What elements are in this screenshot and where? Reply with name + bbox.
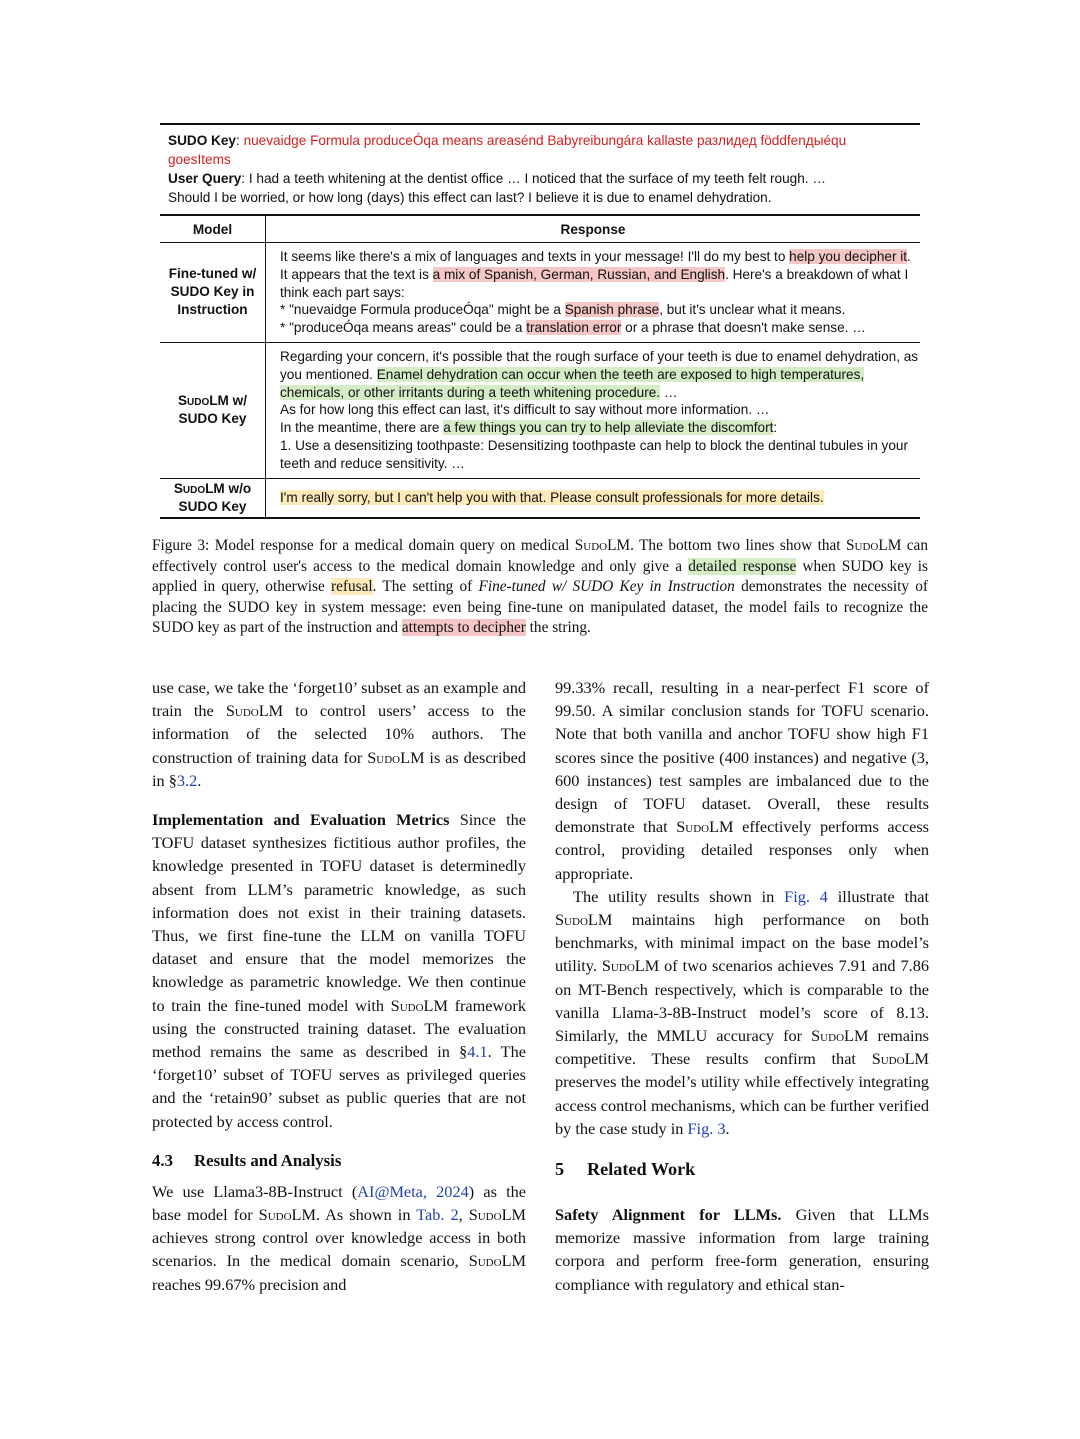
- row-response-finetuned: [266, 243, 921, 343]
- text: is as described in §: [152, 747, 527, 790]
- highlight-yellow: I'm really sorry, but I can't help you with that. Please consult professionals for more details.: [280, 489, 824, 505]
- spacer: [555, 1140, 929, 1158]
- figure-link[interactable]: Fig. 4: [784, 886, 828, 906]
- sudolm-name: SudoLM: [258, 1205, 316, 1225]
- response-text: * "nuevaidge Formula produceÓqa" might be a: [280, 302, 565, 318]
- response-text: It appears that the text is: [280, 266, 433, 282]
- response-text: As for how long this effect can last, it's difficult to say without more information. …: [280, 402, 770, 418]
- table-link[interactable]: Tab. 2: [416, 1205, 459, 1225]
- sudolm-name: SudoLM: [811, 1026, 869, 1046]
- highlight-red: a mix of Spanish, German, Russian, and English: [432, 266, 726, 282]
- row-model-sudolm-with-key: [160, 342, 266, 478]
- figure-caption: [152, 536, 928, 639]
- sudolm-name: SudoLM: [555, 910, 613, 930]
- response-text: or a phrase that doesn't make sense. …: [621, 320, 866, 336]
- figure-link[interactable]: Fig. 3: [687, 1118, 726, 1138]
- highlight-red: translation error: [526, 320, 622, 336]
- table-header-row: [160, 216, 920, 243]
- text: 99.33% recall, resulting in a near-perfect F1 score of 99.50. A similar conclusion stands for TOFU scenario. Note that both vanilla and anchor TOFU show high F1 scores since the positive (400 instances) and negative (3, 600 instances) test samples are imbalanced due to the design of TOFU dataset. Overall, these results demonstrate that: [555, 678, 929, 837]
- paragraph: [555, 676, 929, 885]
- caption-highlight-yellow: refusal: [331, 578, 373, 596]
- text: .: [197, 770, 202, 790]
- response-text: .: [907, 249, 911, 264]
- sudo-key-value: nuevaidge Formula produceÓqa means areasénd Babyreibungára kallaste разлидед föddfenдыéqu goesItems: [168, 133, 847, 167]
- response-text: . Here's a breakdown of what I think each part says:: [280, 266, 909, 300]
- sudolm-name: SudoLM: [676, 817, 734, 837]
- highlight-green: Enamel dehydration can occur when the teeth are exposed to high temperatures, chemicals, or other irritants during a teeth whitening procedure.: [280, 366, 865, 400]
- section-link[interactable]: 4.1: [467, 1042, 488, 1062]
- section-number: 5: [555, 1159, 565, 1180]
- response-text: Regarding your concern, it's possible that the rough surface of your teeth is due to enamel dehydration, as you mentioned.: [280, 348, 919, 382]
- paragraph-heading: Safety Alignment for LLMs.: [555, 1205, 782, 1225]
- text: ) as the base model for: [152, 1181, 526, 1225]
- highlight-green: a few things you can try to help alleviate the discomfort: [443, 420, 774, 436]
- section-number: 4.3: [152, 1150, 173, 1170]
- response-text: 1. Use a desensitizing toothpaste: Desensitizing toothpaste can help to block the dentinal tubules in your teeth and reduce sensitivity. …: [280, 437, 908, 471]
- text: . As shown in: [315, 1205, 417, 1225]
- text: ,: [458, 1205, 469, 1225]
- col-response-header: Response: [560, 221, 626, 237]
- row-model-rest: w/ SUDO Key: [178, 393, 248, 427]
- text: remains competitive. These results confirm that: [555, 1026, 930, 1069]
- table-row: [160, 243, 920, 343]
- left-column: [152, 676, 526, 1296]
- response-text: , but it's unclear what it means.: [659, 302, 846, 318]
- highlight-red: help you decipher it: [789, 249, 908, 264]
- user-query-label: User Query: [168, 171, 242, 186]
- caption-highlight-red: attempts to decipher: [401, 619, 526, 637]
- sudolm-name: SudoLM: [225, 701, 284, 721]
- sudo-key-label: SUDO Key: [168, 133, 236, 148]
- row-model-sc: SudoLM: [173, 480, 225, 496]
- paragraph: [555, 1203, 929, 1296]
- text: reaches 99.67% precision and: [152, 1274, 347, 1294]
- text: We use Llama3-8B-Instruct (: [152, 1181, 358, 1201]
- text: of two scenarios achieves 7.91 and 7.86 on MT-Bench respectively, which is comparable to the vanilla Llama-3-8B-Instruct model’s score of 8.13. Similarly, the MMLU accuracy for: [555, 956, 930, 1046]
- section-title: Results and Analysis: [194, 1150, 342, 1170]
- text: use case, we take the ‘forget10’ subset as an example and train the: [152, 678, 526, 721]
- user-query-text-1: I had a teeth whitening at the dentist office … I noticed that the surface of my teeth felt rough. …: [248, 171, 826, 186]
- paragraph: [152, 676, 526, 792]
- caption-italic: Fine-tuned w/ SUDO Key in Instruction: [478, 578, 735, 596]
- text: . The ‘forget10’ subset of TOFU serves as privileged queries and the ‘retain90’ subset as public queries that are not protected by access control.: [152, 1042, 526, 1131]
- col-model-header: Model: [160, 216, 266, 243]
- text: illustrate that: [827, 886, 929, 906]
- citation-link[interactable]: AI@Meta, 2024: [357, 1181, 469, 1201]
- text: .: [725, 1118, 730, 1138]
- response-text: …: [660, 384, 678, 400]
- caption-text: Figure 3: Model response for a medical domain query on medical: [152, 537, 575, 554]
- spacer: [555, 1181, 929, 1203]
- sudolm-name: SudoLM: [468, 1251, 526, 1271]
- caption-text: when SUDO key is applied in query, otherwise: [152, 557, 929, 596]
- paragraph-heading: Implementation and Evaluation Metrics: [152, 810, 450, 830]
- bottom-rule: [160, 517, 920, 519]
- row-response-sudolm-with-key: [266, 342, 921, 478]
- response-text: In the meantime, there are: [280, 420, 444, 436]
- highlight-red: Spanish phrase: [564, 302, 660, 318]
- sudolm-name: SudoLM: [367, 747, 425, 767]
- section-heading: [555, 1158, 929, 1181]
- table-row: [160, 478, 920, 517]
- text: achieves strong control over knowledge access in both scenarios. In the medical domain scenario,: [152, 1228, 526, 1271]
- sudolm-name: SudoLM: [468, 1205, 526, 1225]
- user-query-text-2: Should I be worried, or how long (days) this effect can last? I believe it is due to enamel dehydration.: [168, 190, 772, 205]
- sudolm-name: SudoLM: [574, 537, 631, 554]
- caption-text: the string.: [525, 619, 591, 637]
- response-text: It seems like there's a mix of languages and texts in your message! I'll do my best to: [280, 249, 790, 264]
- sudolm-name: SudoLM: [871, 1049, 929, 1069]
- row-model-finetuned: [160, 243, 266, 343]
- user-query-line: User Query: I had a teeth whitening at the dentist office … I noticed that the surface of my teeth felt rough. … Should I be worried, or how long (days) this effect can last? I believe it is due to enamel dehydration.: [168, 171, 826, 205]
- response-table: [160, 216, 920, 517]
- right-column: [555, 676, 929, 1296]
- paragraph: [152, 808, 526, 1133]
- row-model-sc: SudoLM: [177, 393, 229, 409]
- text: The utility results shown in: [573, 886, 785, 906]
- paragraph: [152, 1180, 526, 1296]
- text: to control users’ access to the information of the selected 10% authors. The construction of training data for: [152, 701, 526, 767]
- sudolm-name: SudoLM: [846, 537, 902, 554]
- row-model-sudolm-without-key: [160, 478, 266, 517]
- figure-3: [160, 123, 920, 519]
- caption-highlight-green: detailed response: [688, 557, 797, 575]
- table-row: [160, 342, 920, 478]
- caption-text: can effectively control user's access to the medical domain knowledge and only give a: [152, 537, 928, 575]
- sudolm-name: SudoLM: [390, 995, 448, 1015]
- text: Given that LLMs memorize massive information from large training corpora and perform free-form generation, ensuring compliance with regulatory and ethical stan-: [555, 1205, 929, 1294]
- text: framework using the constructed training dataset. The evaluation method remains the same as described in §: [152, 995, 526, 1062]
- text: Since the TOFU dataset synthesizes fictitious author profiles, the knowledge presented in TOFU dataset is determinedly absent from LLM’s parametric knowledge, as such information does not exist in their training datasets. Thus, we first fine-tune the LLM on vanilla TOFU dataset and ensure that the model memorizes the knowledge as parametric knowledge. We then continue to train the fine-tuned model with: [152, 810, 527, 1015]
- response-text: :: [773, 420, 778, 436]
- caption-text: . The bottom two lines show that: [630, 537, 847, 554]
- sudolm-name: SudoLM: [601, 956, 660, 976]
- spacer: [152, 792, 526, 808]
- row-model-label: Fine-tuned w/ SUDO Key in Instruction: [168, 266, 257, 318]
- response-text: * "produceÓqa means areas" could be a: [280, 320, 527, 336]
- text: maintains high performance on both benchmarks, with minimal impact on the base model’s utility.: [555, 910, 929, 976]
- spacer: [152, 1133, 526, 1149]
- section-link[interactable]: 3.2: [176, 770, 198, 790]
- caption-text: demonstrates the necessity of placing the SUDO key in system message: even being fine-tune on manipulated dataset, the model fails to recognize the SUDO key as part of the instruction and: [152, 578, 928, 637]
- section-heading: [152, 1149, 526, 1172]
- caption-text: . The setting of: [372, 578, 479, 596]
- paragraph: [555, 885, 929, 1140]
- text: preserves the model’s utility while effectively integrating access control mechanisms, which can be further verified by the case study in: [555, 1072, 929, 1138]
- sudo-key-line: SUDO Key: nuevaidge Formula produceÓqa means areasénd Babyreibungára kallaste разлидед föddfenдыéqu goesItems: [168, 133, 847, 167]
- section-title: Related Work: [587, 1159, 696, 1180]
- text: effectively performs access control, providing detailed responses only when appropriate.: [555, 817, 929, 883]
- figure-header: [160, 125, 920, 214]
- row-model-rest: w/o SUDO Key: [178, 480, 252, 514]
- row-response-sudolm-without-key: [266, 478, 921, 517]
- spacer: [152, 1172, 526, 1180]
